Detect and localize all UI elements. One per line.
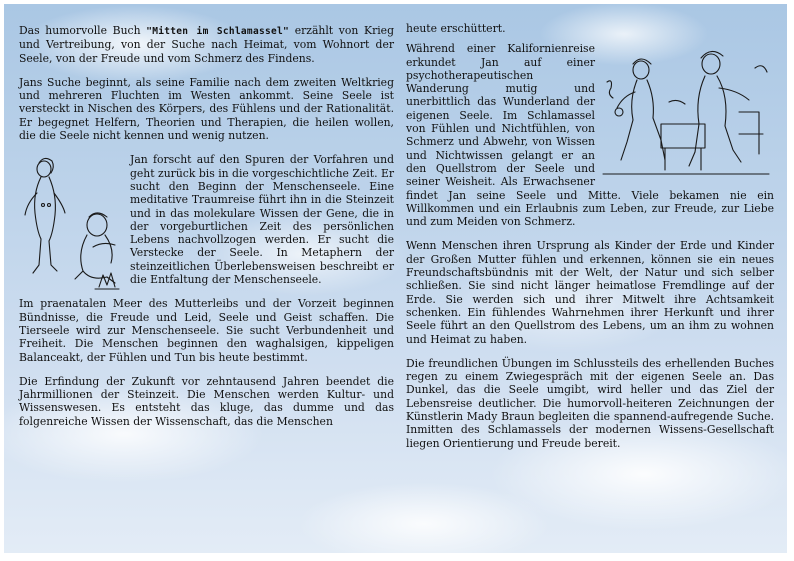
right-column — [406, 22, 774, 461]
paragraph-uebungen: Die freundlichen Übungen im Schlussteils des erhellenden Buches regen zu einem Zwiegespräch mit der eigenen Seele an. Das Dunkel, das die Seele umgibt, wird heller und das Ziel der Lebensreise deutlicher. Die humorvoll-heiteren Zeichnungen der Künstlerin Mady Braun begleiten die spannend-aufregende Suche. Inmitten des Schlamassels der modernen Wissens-Gesellschaft liegen Orientierung und Freude bereit. — [406, 356, 774, 450]
book-title: "Mitten im Schlamassel" — [146, 26, 290, 37]
brochure-page — [4, 4, 787, 553]
paragraph-kalifornien: Während einer Kalifornienreise erkundet Jan auf einer psychotherapeutischen Wanderung mutig und unerbittlich das Wunderland der eigenen Seele. Im Schlamassel von Fühlen und Nichtfühlen, von Schmerz und Abwehr, von Wissen und Nichtwissen gelangt er an den Quellstrom der Seele und seiner Weisheit. Als Erwachsener findet Jan seine Seele und Mitte. Viele bekamen nie ein Willkommen und ein Erlaubnis zum Leben, zur Freude, zur Liebe und zum Meiden von Schmerz. — [406, 42, 774, 229]
paragraph-praenatal: Im praenatalen Meer des Mutterleibs und der Vorzeit beginnen Bündnisse, die Freude und Leid, Seele und Geist schaffen. Die Tierseele wird zur Menschenseele. Sie sucht Verbundenheit und Freiheit. Die Menschen beginnen den waghalsigen, kippeligen Balanceakt, der Fühlen und Tun bis heute bestimmt. — [19, 297, 394, 364]
therapy-scene-drawing — [599, 42, 774, 182]
intro-suffix: erzählt von Krieg und Vertreibung, von der Suche nach Heimat, vom Wohnort der Seele, von der Freude und vom Schmerz des Findens. — [19, 24, 394, 65]
stone-age-figures-drawing — [19, 153, 124, 293]
intro-paragraph — [19, 24, 394, 65]
paragraph-continuation: heute erschüttert. — [406, 22, 506, 35]
intro-prefix: Das humorvolle Buch — [19, 24, 147, 37]
left-column — [19, 24, 394, 439]
paragraph-jans-suche: Jans Suche beginnt, als seine Familie nach dem zweiten Weltkrieg und mehreren Fluchten im Westen ankommt. Seine Seele ist versteckt in Nischen des Körpers, des Fühlens und der Rationalität. Er begegnet Helfern, Theorien und Therapien, die heilen wollen, die die Seele nicht kennen und wenig nutzen. — [19, 75, 394, 143]
paragraph-vorfahren: Jan forscht auf den Spuren der Vorfahren und geht zurück bis in die vorgeschichtliche Zeit. Er sucht den Beginn der Menschenseele. Eine meditative Traumreise führt ihn in die Steinzeit und in das molekulare Wissen der Gene, die in der vorgeburtlichen Zeit des persönlichen Lebens nachvollzogen werden. Er sucht die Verstecke der Seele. In Metaphern der steinzeitlichen Überlebensweisen beschreibt er die Entfaltung der Menschenseele. — [130, 153, 394, 287]
paragraph-ursprung: Wenn Menschen ihren Ursprung als Kinder der Erde und Kinder der Großen Mutter fühlen und erkennen, können sie ein neues Freundschaftsbündnis mit der Welt, der Natur und sich selber schließen. Sie sind nicht länger heimatlose Fremdlinge auf der Erde. Sie werden sich und ihrer Mitwelt ihre Achtsamkeit schenken. Ein fühlendes Wahrnehmen ihrer Herkunft und ihrer Seele führt an den Quellstrom des Lebens, um an ihm zu wohnen und Heimat zu haben. — [406, 239, 774, 346]
paragraph-zukunft: Die Erfindung der Zukunft vor zehntausend Jahren beendet die Jahrmillionen der Steinzeit. Die Menschen werden Kultur- und Wissenswesen. Es entsteht das kluge, das dumme und das folgenreiche Wissen der Wissenschaft, das die Menschen — [19, 374, 394, 428]
